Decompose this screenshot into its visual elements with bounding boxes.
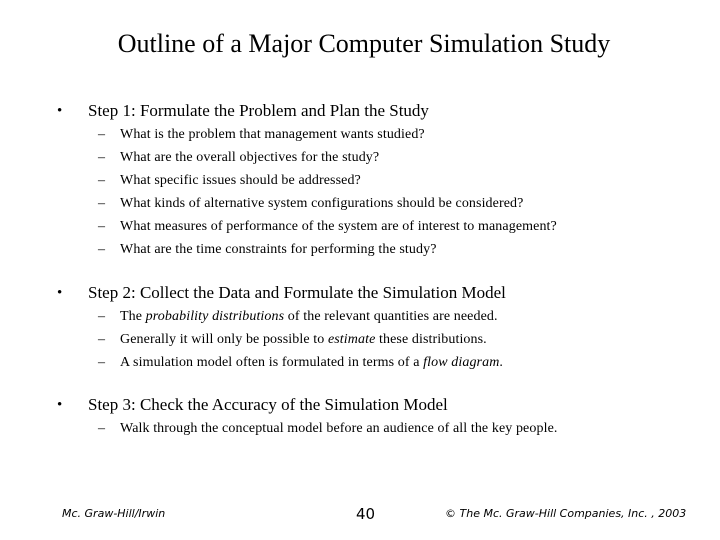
dash-icon: – — [98, 355, 106, 370]
step-3 — [0, 393, 720, 417]
page-number: 40 — [356, 505, 376, 523]
item-text — [120, 352, 503, 374]
step-2-item-2 — [0, 329, 720, 351]
footer-publisher: Mc. Graw-Hill/Irwin — [62, 507, 166, 520]
footer-copyright: © The Mc. Graw-Hill Companies, Inc. , 2003 — [445, 507, 687, 520]
step-1-item-5 — [0, 216, 720, 238]
step-2-item-3 — [0, 352, 720, 374]
item-text-pre: The — [120, 309, 146, 324]
item-text: What kinds of alternative system configurations should be considered? — [120, 196, 524, 211]
step-1-item-6 — [0, 239, 720, 261]
bullet-icon: • — [57, 285, 63, 301]
step-3-item-1 — [0, 418, 720, 440]
item-text: What are the time constraints for performing the study? — [120, 242, 437, 257]
dash-icon: – — [98, 242, 106, 257]
step-1-heading: Step 1: Formulate the Problem and Plan the Study — [88, 101, 429, 120]
dash-icon: – — [98, 332, 106, 347]
step-1-item-2 — [0, 147, 720, 169]
item-text-emphasis: probability distributions — [145, 309, 285, 324]
dash-icon: – — [98, 196, 106, 211]
item-text-emphasis: flow diagram — [423, 355, 500, 370]
step-2 — [0, 281, 720, 305]
item-text — [120, 306, 498, 328]
item-text: What measures of performance of the system are of interest to management? — [120, 219, 557, 234]
slide-title: Outline of a Major Computer Simulation Study — [117, 29, 611, 58]
step-1-item-1 — [0, 124, 720, 146]
step-1 — [0, 99, 720, 123]
dash-icon: – — [98, 421, 106, 436]
step-2-heading: Step 2: Collect the Data and Formulate the Simulation Model — [88, 283, 506, 302]
step-1-item-4 — [0, 193, 720, 215]
item-text-pre: A simulation model often is formulated in terms of a — [120, 355, 424, 370]
dash-icon: – — [98, 150, 106, 165]
dash-icon: – — [98, 219, 106, 234]
item-text: What is the problem that management wants studied? — [120, 127, 425, 142]
step-3-heading: Step 3: Check the Accuracy of the Simulation Model — [88, 395, 448, 414]
dash-icon: – — [98, 309, 106, 324]
step-2-item-1 — [0, 306, 720, 328]
bullet-icon: • — [57, 103, 63, 119]
item-text: What are the overall objectives for the study? — [120, 150, 380, 165]
item-text-post: of the relevant quantities are needed. — [284, 309, 498, 324]
item-text-post: . — [499, 355, 504, 370]
item-text-post: these distributions. — [375, 332, 487, 347]
item-text-emphasis: estimate — [327, 332, 376, 347]
bullet-icon: • — [57, 397, 63, 413]
item-text — [120, 329, 487, 351]
step-1-item-3 — [0, 170, 720, 192]
dash-icon: – — [98, 173, 106, 188]
dash-icon: – — [98, 127, 106, 142]
item-text: Walk through the conceptual model before an audience of all the key people. — [120, 421, 558, 436]
item-text-pre: Generally it will only be possible to — [120, 332, 328, 347]
item-text: What specific issues should be addressed? — [120, 173, 361, 188]
